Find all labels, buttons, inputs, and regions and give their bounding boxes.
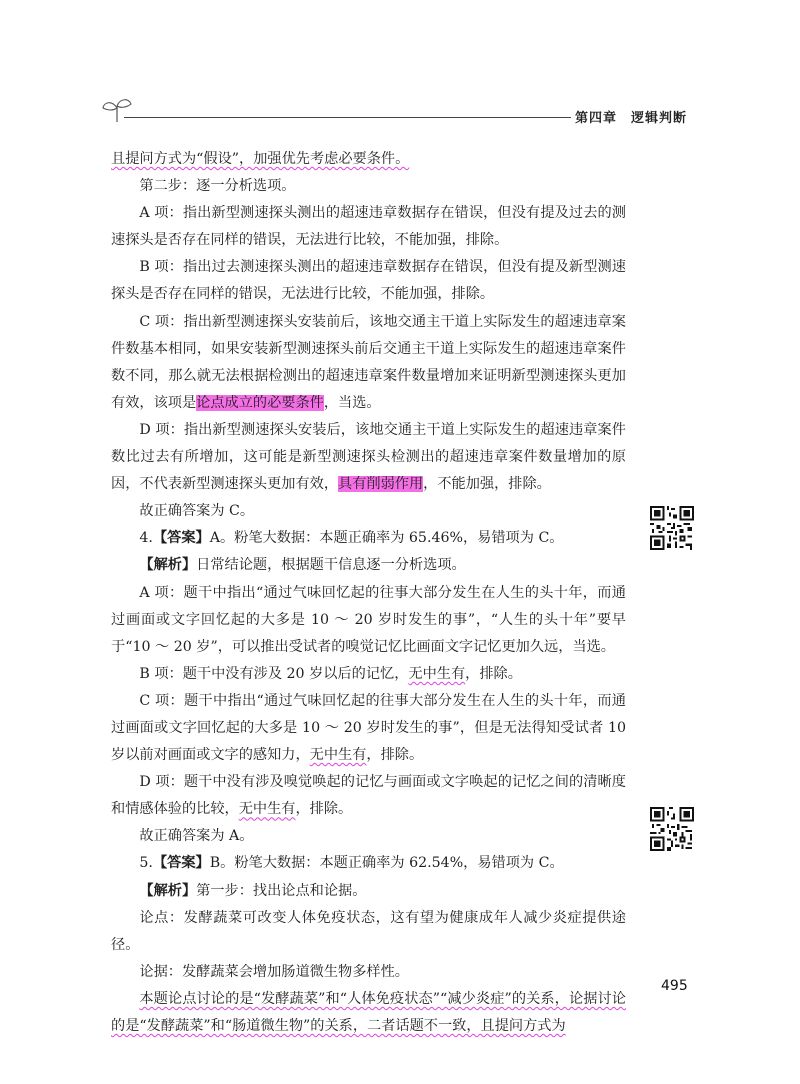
argument-point: 论点：发酵蔬菜可改变人体免疫状态，这有望为健康成年人减少炎症提供途径。 bbox=[111, 909, 626, 953]
analysis-label: 【解析】 bbox=[139, 882, 197, 899]
option-c-paragraph: C 项：题干中指出“通过气味回忆起的往事大部分发生在人生的头十年，而通过画面或文字回忆起的大多是 10 ～ 20 岁时发生的事”，但是无法得知受试者 10 岁以前对画面或文字的感知力，无中生有，排除。 bbox=[111, 692, 626, 764]
qr-code-icon bbox=[650, 506, 694, 550]
question-5-answer: 5.【答案】B。粉笔大数据：本题正确率为 62.54%，易错项为 C。 bbox=[139, 855, 564, 872]
wavy-underlined-text: 无中生有 bbox=[238, 801, 296, 818]
option-a-paragraph: A 项：题干中指出“通过气味回忆起的往事大部分发生在人生的头十年，而通过画面或文字回忆起的大多是 10 ～ 20 岁时发生的事”，“人生的头十年”要早于“10 ～ 20 岁”，可以推出受试者的嗅觉记忆比画面文字记忆更加久远，当选。 bbox=[111, 584, 626, 655]
answer-label: 【答案】 bbox=[152, 530, 210, 547]
page-body bbox=[111, 146, 626, 1040]
header-rule bbox=[124, 117, 571, 118]
sprout-icon bbox=[100, 96, 134, 124]
analysis-label: 【解析】 bbox=[139, 557, 197, 574]
option-d-paragraph: D 项：指出新型测速探头安装后，该地交通主干道上实际发生的超速违章案件数比过去有所增加，这可能是新型测速探头检测出的超速违章案件数量增加的原因，不代表新型测速探头更加有效，具有削弱作用，不能加强，排除。 bbox=[111, 421, 626, 493]
option-b-paragraph: B 项：题干中没有涉及 20 岁以后的记忆，无中生有，排除。 bbox=[139, 665, 522, 682]
chapter-heading bbox=[575, 107, 687, 126]
wavy-underlined-text: 无中生有 bbox=[309, 747, 367, 764]
argument-evidence: 论据：发酵蔬菜会增加肠道微生物多样性。 bbox=[139, 963, 409, 980]
chapter-number: 第四章 bbox=[575, 111, 618, 126]
paragraph bbox=[111, 146, 626, 173]
highlighted-text: 具有削弱作用 bbox=[338, 476, 424, 493]
answer-label: 【答案】 bbox=[152, 855, 210, 872]
chapter-title: 逻辑判断 bbox=[631, 111, 688, 126]
wavy-underlined-text: 本题论点讨论的是“发酵蔬菜”和“人体免疫状态”“减少炎症”的关系，论据讨论的是“发酵蔬菜”和“肠道微生物”的关系，二者话题不一致，且提问方式为 bbox=[111, 990, 626, 1034]
page-number: 495 bbox=[661, 978, 688, 994]
wavy-underlined-text: 且提问方式为“假设”，加强优先考虑必要条件。 bbox=[111, 151, 410, 167]
qr-code-icon bbox=[650, 807, 694, 851]
question-4-analysis: 【解析】日常结论题，根据题干信息逐一分析选项。 bbox=[139, 557, 466, 574]
highlighted-text: 论点成立的必要条件 bbox=[196, 394, 324, 411]
answer-conclusion: 故正确答案为 A。 bbox=[139, 828, 254, 845]
option-d-paragraph: D 项：题干中没有涉及嗅觉唤起的记忆与画面或文字唤起的记忆之间的清晰度和情感体验的比较，无中生有，排除。 bbox=[111, 774, 626, 818]
wavy-underlined-text: 无中生有 bbox=[408, 665, 466, 682]
question-4-answer: 4.【答案】A。粉笔大数据：本题正确率为 65.46%，易错项为 C。 bbox=[139, 530, 564, 547]
answer-conclusion: 故正确答案为 C。 bbox=[139, 503, 255, 520]
option-a-paragraph: A 项：指出新型测速探头测出的超速违章数据存在错误，但没有提及过去的测速探头是否存在同样的错误，无法进行比较，不能加强，排除。 bbox=[111, 205, 626, 249]
option-b-paragraph: B 项：指出过去测速探头测出的超速违章数据存在错误，但没有提及新型测速探头是否存在同样的错误，无法进行比较，不能加强，排除。 bbox=[111, 259, 626, 303]
question-5-analysis: 【解析】第一步：找出论点和论据。 bbox=[139, 882, 367, 899]
paragraph: 第二步：逐一分析选项。 bbox=[139, 178, 296, 195]
qr-code[interactable] bbox=[650, 506, 694, 550]
option-c-paragraph: C 项：指出新型测速探头安装前后，该地交通主干道上实际发生的超速违章案件数基本相同，如果安装新型测速探头前后交通主干道上实际发生的超速违章案件数不同，那么就无法根据检测出的超速违章案件数量增加来证明新型测速探头更加有效，该项是论点成立的必要条件，当选。 bbox=[111, 313, 626, 411]
qr-code[interactable] bbox=[650, 807, 694, 851]
paragraph bbox=[111, 986, 626, 1040]
